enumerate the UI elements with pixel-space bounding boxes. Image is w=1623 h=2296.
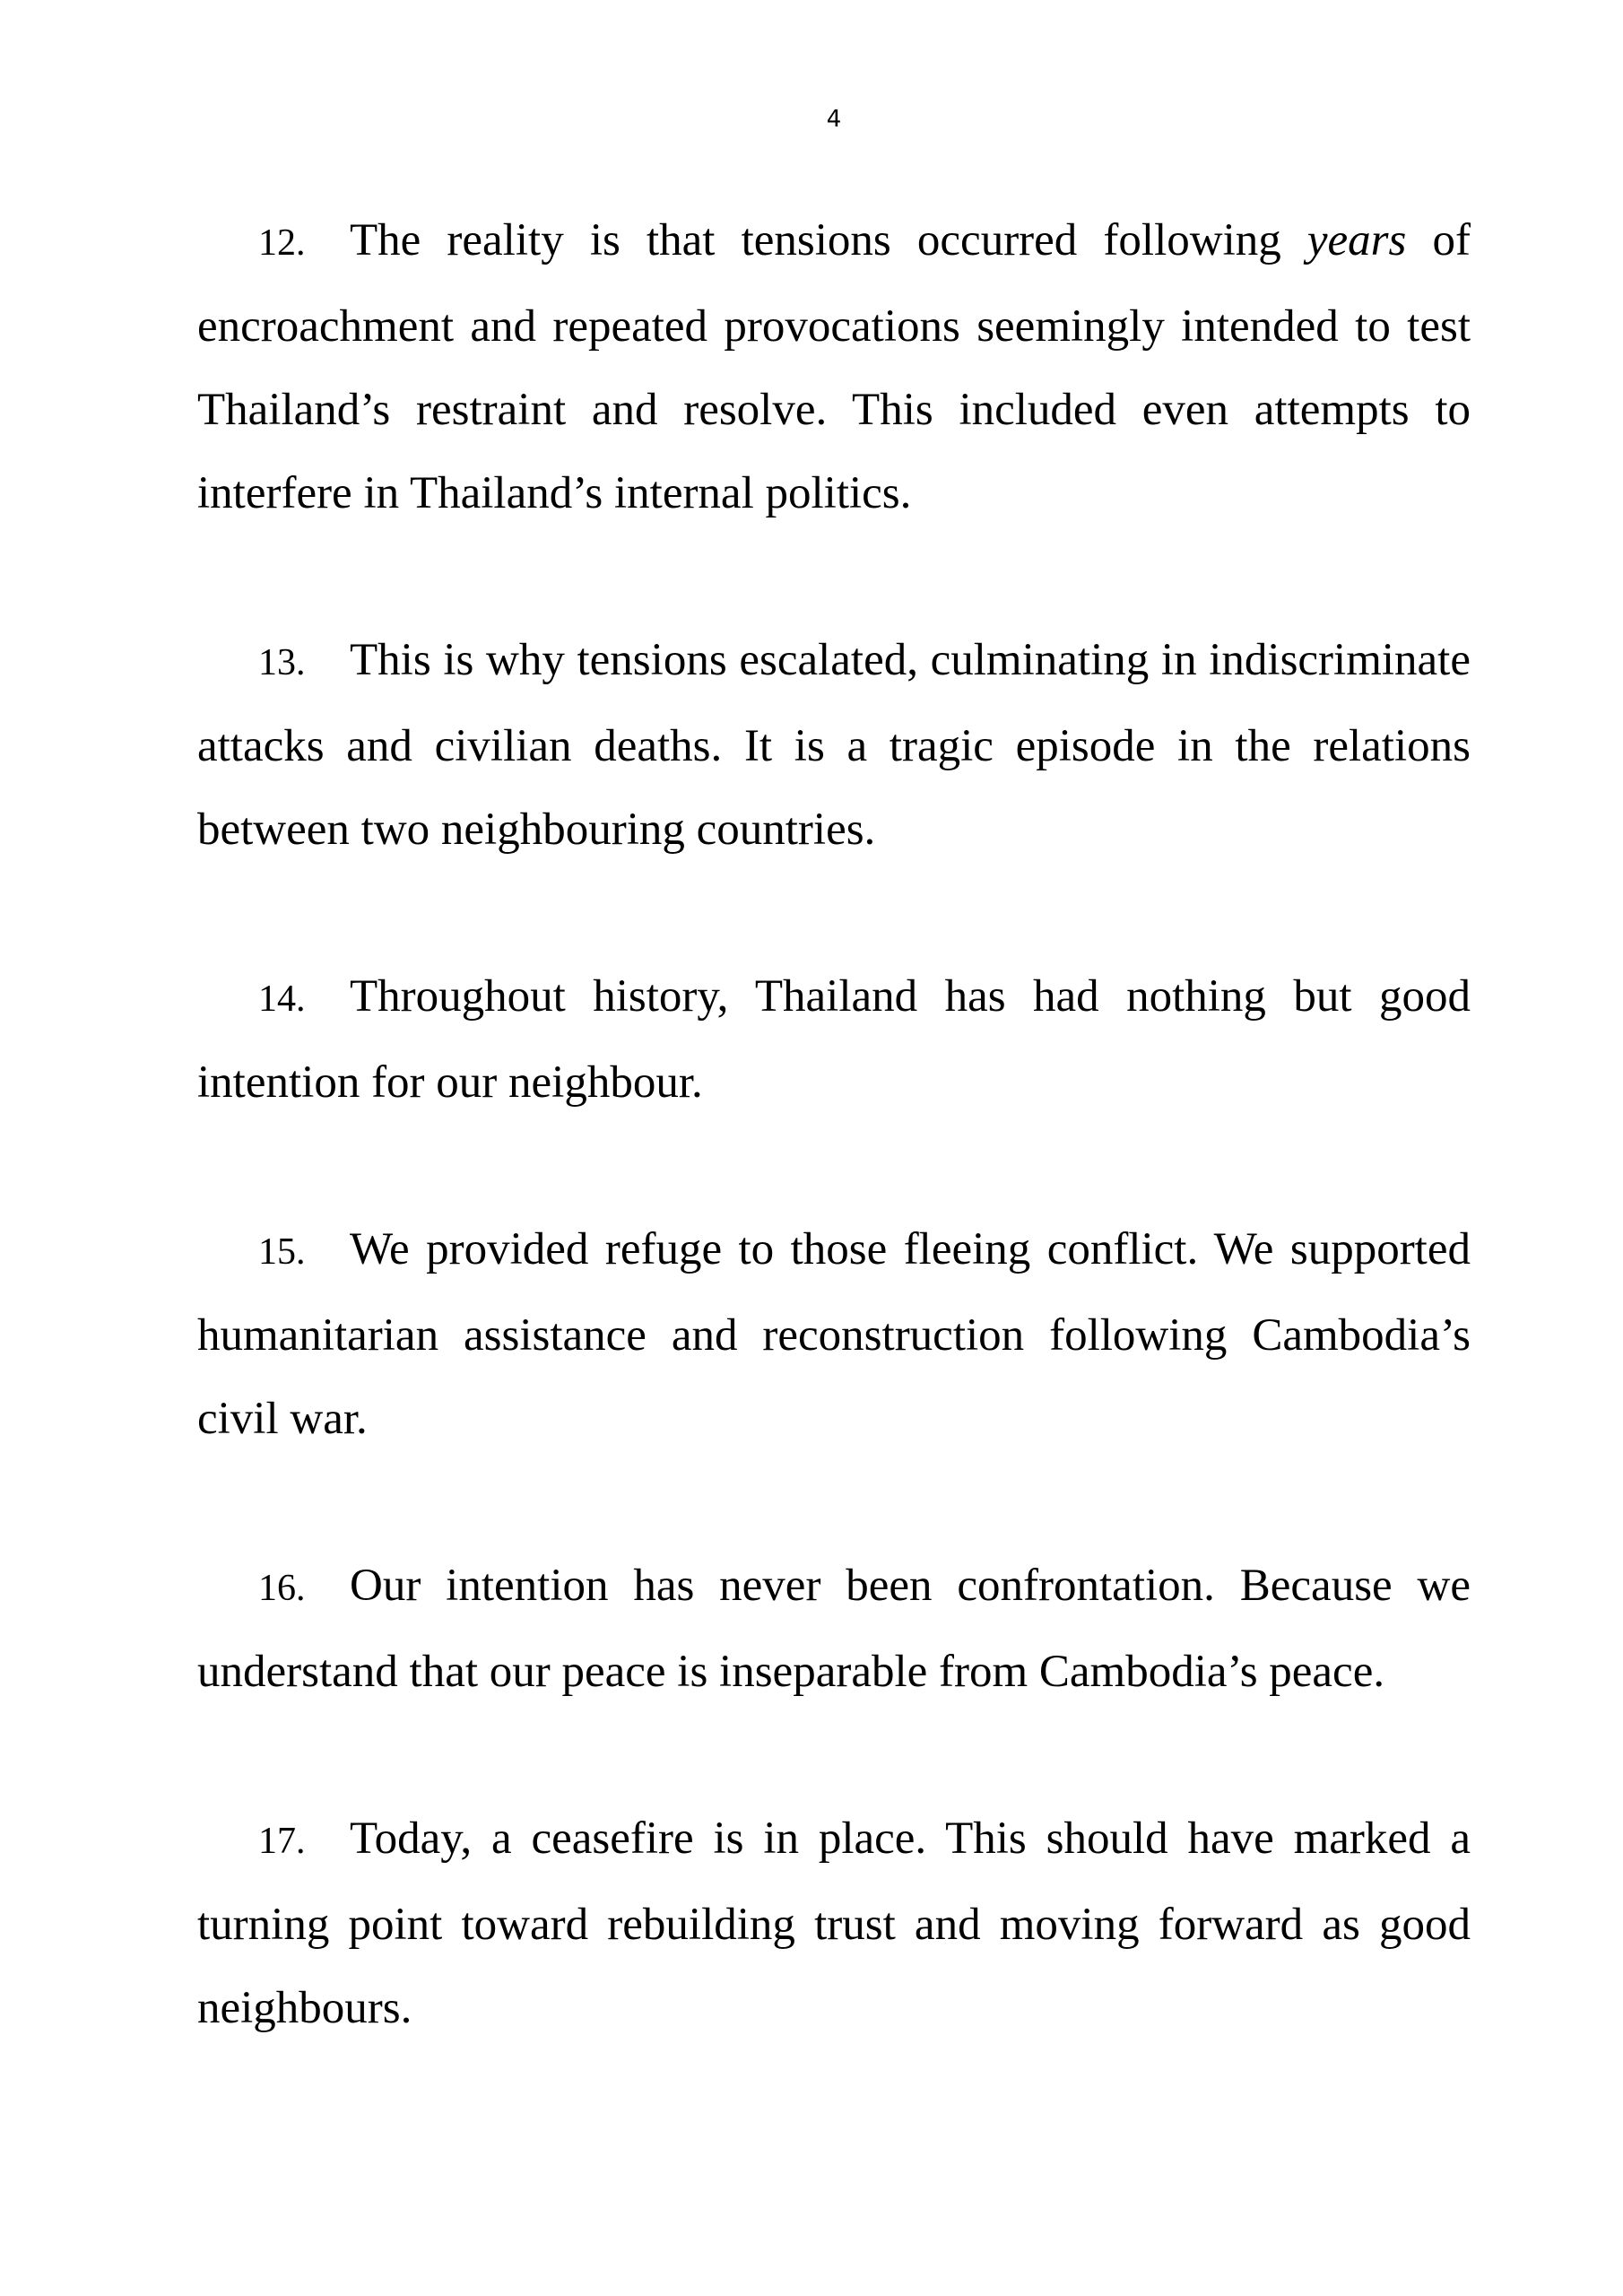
paragraph-text (197, 215, 1471, 518)
paragraph-number: 14. (258, 978, 306, 1020)
document-body (197, 199, 1471, 2050)
paragraph-text: This is why tensions escalated, culminating in indiscriminate attacks and civilian deaths. It is a tragic episode in the relations between two neighbouring countries. (197, 635, 1471, 855)
paragraph-number: 16. (258, 1568, 306, 1609)
paragraph-number: 15. (258, 1231, 306, 1273)
paragraph-17 (197, 1797, 1471, 2050)
text-segment: of encroachment and repeated provocations seemingly intended to test Thailand’s restraint and resolve. This included even attempts to interfere in Thailand’s internal politics. (197, 215, 1471, 518)
paragraph-text: We provided refuge to those fleeing conflict. We supported humanitarian assistance and reconstruction following Cambodia’s civil war. (197, 1224, 1471, 1444)
paragraph-12 (197, 199, 1471, 535)
paragraph-number: 13. (258, 642, 306, 683)
paragraph-15 (197, 1208, 1471, 1461)
paragraph-number: 17. (258, 1821, 306, 1862)
paragraph-text: Our intention has never been confrontation. Because we understand that our peace is inseparable from Cambodia’s peace. (197, 1561, 1471, 1697)
paragraph-text: Throughout history, Thailand has had nothing but good intention for our neighbour. (197, 971, 1471, 1108)
page-number: 4 (826, 106, 842, 133)
paragraph-number: 12. (258, 222, 306, 264)
paragraph-13 (197, 619, 1471, 872)
paragraph-16 (197, 1544, 1471, 1714)
paragraph-14 (197, 955, 1471, 1125)
italic-emphasis: years (1306, 215, 1407, 265)
paragraph-text: Today, a ceasefire is in place. This should have marked a turning point toward rebuilding trust and moving forward as good neighbours. (197, 1813, 1471, 2033)
text-segment: The reality is that tensions occurred following (350, 215, 1307, 265)
